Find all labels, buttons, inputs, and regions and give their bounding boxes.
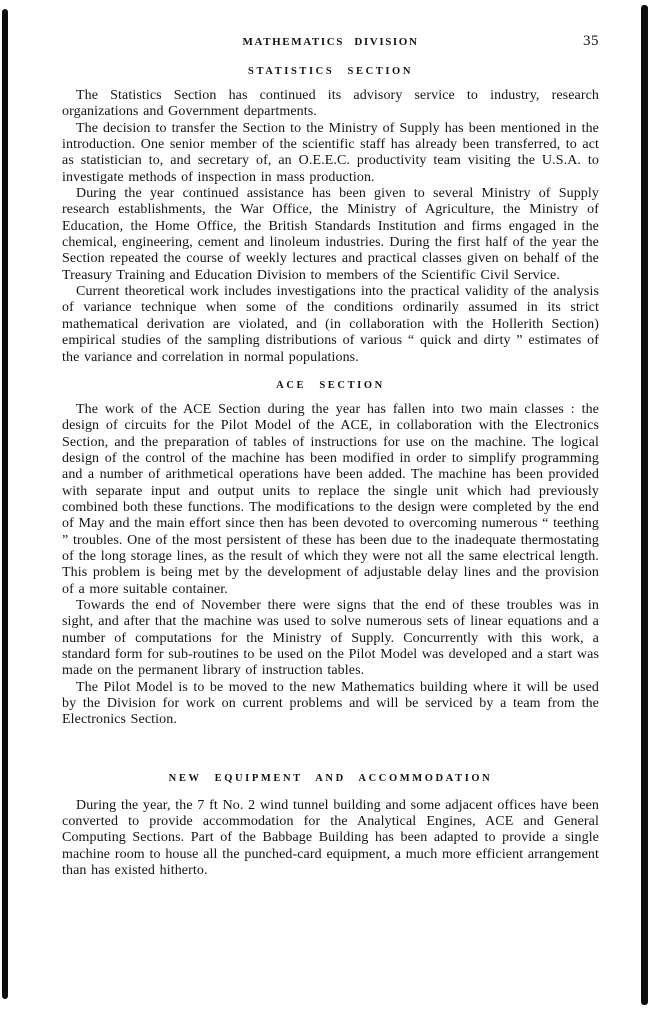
page-content bbox=[62, 33, 599, 879]
section-heading-statistics: STATISTICS SECTION bbox=[248, 66, 413, 77]
scan-edge-artifact-right bbox=[641, 5, 648, 1005]
running-header-title: MATHEMATICS DIVISION bbox=[242, 36, 419, 48]
section-statistics bbox=[62, 66, 599, 366]
page-number: 35 bbox=[583, 33, 599, 49]
paragraph: Towards the end of November there were signs that the end of these troubles was in sight, and after that the machine was used to solve numerous sets of linear equations and a number of computations for the Ministry of Supply. Concurrently with this work, a standard form for sub-routines to be used on the Pilot Model was developed and a start was made on the permanent library of instruction tables. bbox=[62, 597, 599, 679]
section-statistics-body bbox=[62, 88, 599, 366]
paragraph: The work of the ACE Section during the year has fallen into two main classes : the design of circuits for the Pilot Model of the ACE, in collaboration with the Electronics Section, and the preparation of tables of instructions for use on the machine. The logical design of the control of the machine has been modified in order to simplify programming and a number of arithmetical operations have been added. The machine has been provided with separate input and output units to replace the single unit which had previously combined both these functions. The modifications to the design were completed by the end of May and the main effort since then has been devoted to overcoming numerous “ teething ” troubles. One of the most persistent of these has been due to the inadequate thermostating of the long storage lines, as the result of which they were not all the same electrical length. This problem is being met by the development of adjustable delay lines and the provision of a more suitable container. bbox=[62, 401, 599, 597]
section-new-equipment bbox=[62, 773, 599, 880]
section-heading-ace: ACE SECTION bbox=[276, 379, 385, 391]
paragraph: The decision to transfer the Section to the Ministry of Supply has been mentioned in the introduction. One senior member of the scientific staff has already been transferred, to act as statistician to, and secretary of, an O.E.E.C. productivity team visiting the U.S.A. to investigate methods of inspection in mass production. bbox=[62, 120, 599, 185]
section-heading-new-equipment: NEW EQUIPMENT AND ACCOMMODATION bbox=[168, 772, 493, 784]
paragraph: During the year continued assistance has been given to several Ministry of Supply research establishments, the War Office, the Ministry of Agriculture, the Ministry of Education, the Home Office, the British Standards Institution and firms engaged in the chemical, engineering, cement and linoleum industries. During the first half of the year the Section repeated the course of weekly lectures and practical classes given on behalf of the Treasury Training and Education Division to members of the Scientific Civil Service. bbox=[62, 186, 599, 283]
section-new-equipment-body bbox=[62, 798, 599, 880]
paragraph: The Pilot Model is to be moved to the new Mathematics building where it will be used by the Division for work on current problems and will be serviced by a team from the Electronics Section. bbox=[62, 679, 599, 728]
paragraph: The Statistics Section has continued its advisory service to industry, research organizations and Government departments. bbox=[62, 88, 599, 120]
section-ace-body bbox=[62, 402, 599, 729]
section-ace bbox=[62, 380, 599, 729]
paragraph: During the year, the 7 ft No. 2 wind tunnel building and some adjacent offices have been converted to provide accommodation for the Analytical Engines, ACE and General Computing Sections. Part of the Babbage Building has been adapted to provide a single machine room to house all the punched-card equipment, a much more efficient arrangement than has existed hitherto. bbox=[62, 797, 599, 879]
scan-edge-artifact-left bbox=[2, 9, 8, 999]
running-header bbox=[62, 33, 599, 50]
paragraph: Current theoretical work includes investigations into the practical validity of the analysis of variance technique when some of the conditions ordinarily assumed in its strict mathematical derivation are violated, and (in collaboration with the Hollerith Section) empirical studies of the sampling distributions of various “ quick and dirty ” estimates of the variance and correlation in normal populations. bbox=[62, 284, 599, 365]
